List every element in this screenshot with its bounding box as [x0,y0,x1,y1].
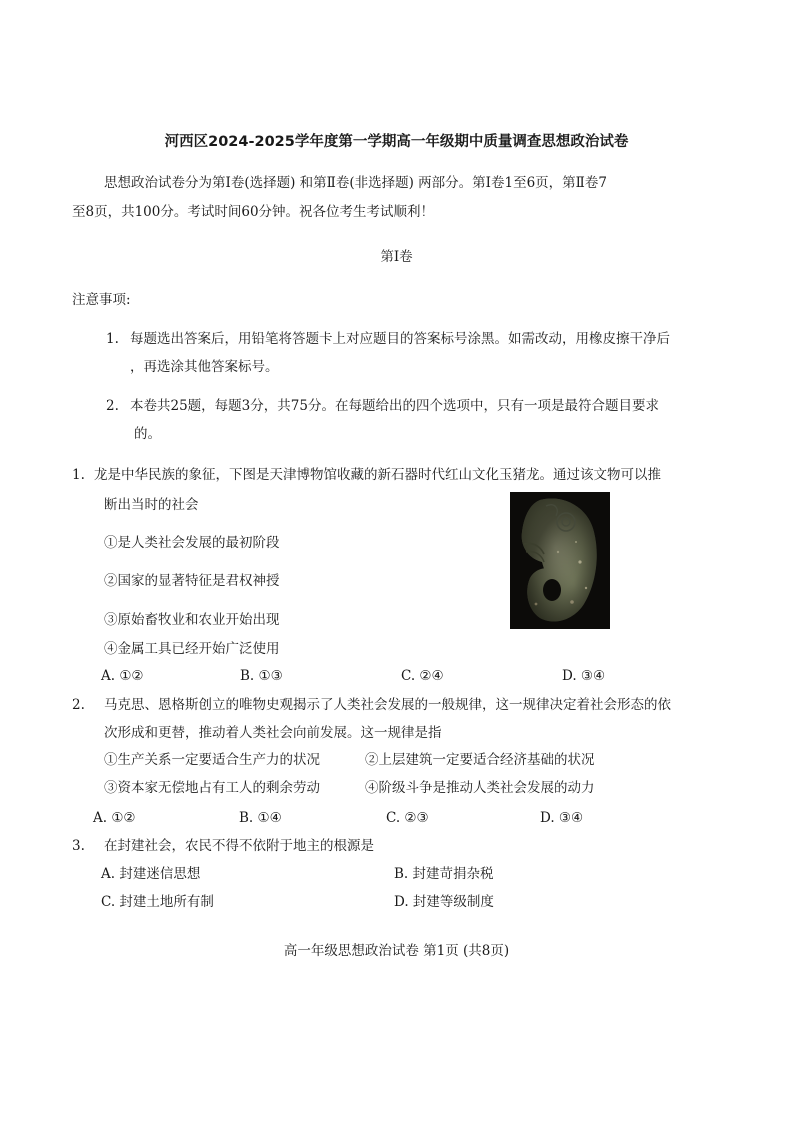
question-1-stem-line-2: 断出当时的社会 [104,497,199,513]
question-1-item-4: ④金属工具已经开始广泛使用 [104,641,280,657]
page-footer: 高一年级思想政治试卷 第1页 (共8页) [283,943,510,959]
question-3-option-b: B. 封建苛捐杂税 [394,866,494,882]
question-2-item-1: ①生产关系一定要适合生产力的状况 [104,752,320,768]
note-2-number: 2. [106,398,119,414]
question-2-stem-line-1: 马克思、恩格斯创立的唯物史观揭示了人类社会发展的一般规律，这一规律决定着社会形态的依 [104,697,671,713]
exam-title: 河西区2024-2025学年度第一学期高一年级期中质量调查思想政治试卷 [164,134,629,150]
notice-label: 注意事项: [72,292,131,308]
note-2-line-1: 本卷共25题，每题3分，共75分。在每题给出的四个选项中，只有一项是最符合题目要求 [130,398,659,414]
question-2-item-3: ③资本家无偿地占有工人的剩余劳动 [104,780,320,796]
note-1-line-2: ，再选涂其他答案标号。 [130,359,279,375]
question-2-item-2: ②上层建筑一定要适合经济基础的状况 [365,752,595,768]
question-2-option-b: B. ①④ [239,810,282,826]
question-1-item-3: ③原始畜牧业和农业开始出现 [104,612,280,628]
section-title: 第Ⅰ卷 [380,249,413,265]
question-1-option-b: B. ①③ [240,668,283,684]
question-1-option-c: C. ②④ [401,668,444,684]
note-1-number: 1. [106,331,119,347]
question-2-number: 2. [72,697,85,713]
question-1-stem-line-1: 龙是中华民族的象征，下图是天津博物馆收藏的新石器时代红山文化玉猪龙。通过该文物可以推 [94,467,661,483]
question-3-number: 3. [72,838,85,854]
question-2-option-a: A. ①② [93,810,136,826]
intro-line-1: 思想政治试卷分为第Ⅰ卷(选择题) 和第Ⅱ卷(非选择题) 两部分。第Ⅰ卷1至6页，第Ⅱ卷7 [104,175,607,191]
question-1-option-d: D. ③④ [562,668,606,684]
question-3-option-a: A. 封建迷信思想 [101,866,201,882]
jade-pig-dragon-photo [510,492,610,629]
question-1-item-2: ②国家的显著特征是君权神授 [104,573,280,589]
question-1-item-1: ①是人类社会发展的最初阶段 [104,535,280,551]
intro-line-2: 至8页，共100分。考试时间60分钟。祝各位考生考试顺利！ [72,204,435,220]
question-2-option-c: C. ②③ [386,810,429,826]
question-2-item-4: ④阶级斗争是推动人类社会发展的动力 [365,780,595,796]
question-3-stem: 在封建社会，农民不得不依附于地主的根源是 [104,838,374,854]
question-3-option-c: C. 封建土地所有制 [101,894,214,910]
question-1-number: 1. [72,467,85,483]
question-3-option-d: D. 封建等级制度 [394,894,494,910]
question-2-stem-line-2: 次形成和更替，推动着人类社会向前发展。这一规律是指 [104,725,442,741]
note-2-line-2: 的。 [134,426,161,442]
note-1-line-1: 每题选出答案后，用铅笔将答题卡上对应题目的答案标号涂黑。如需改动，用橡皮擦干净后 [130,331,670,347]
question-2-option-d: D. ③④ [540,810,584,826]
question-1-option-a: A. ①② [101,668,144,684]
